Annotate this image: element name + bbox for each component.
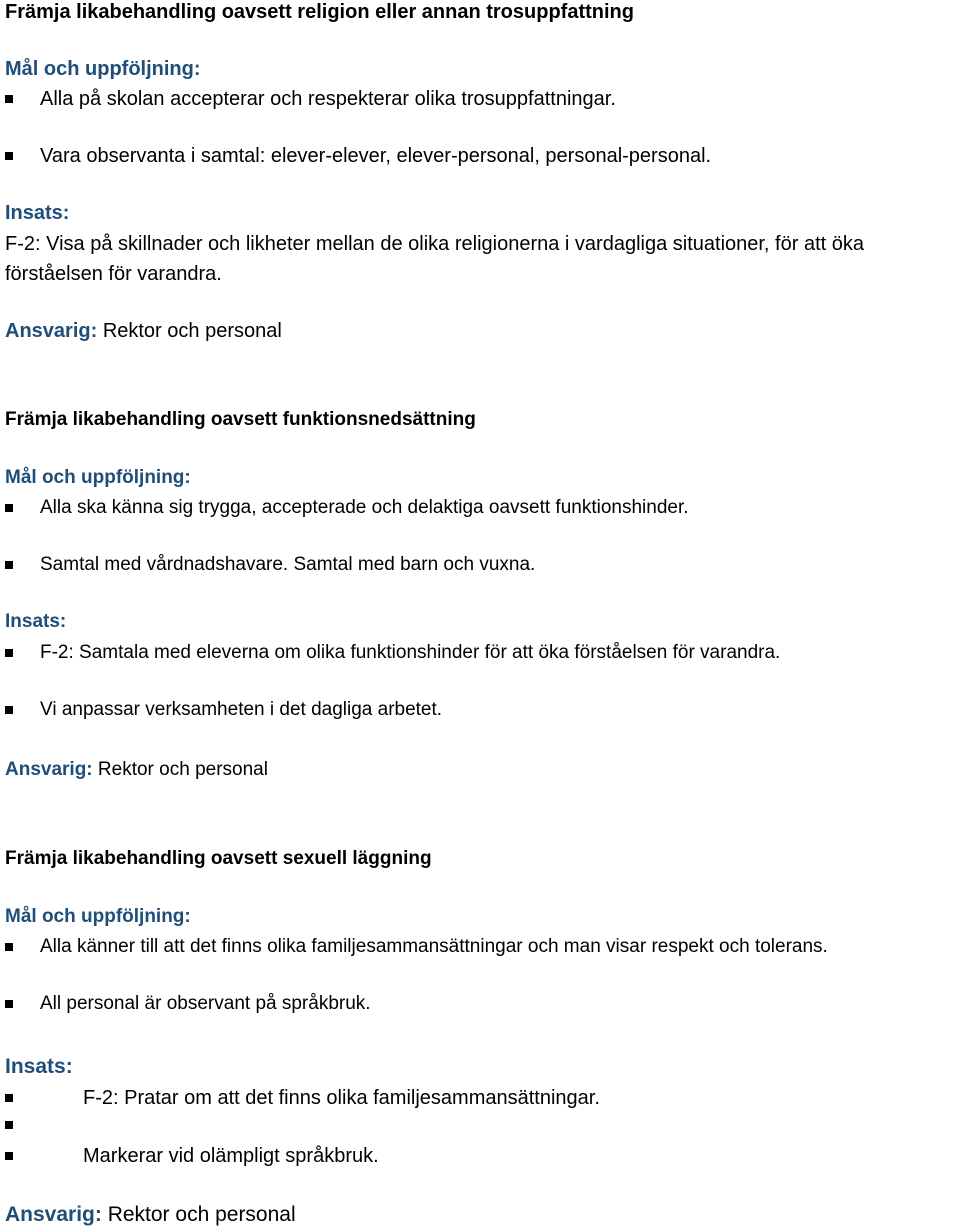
action-item: F-2: Samtala med eleverna om olika funktionshinder för att öka förståelsen för varandra. xyxy=(40,642,781,663)
bullet-icon xyxy=(5,152,13,160)
goal-item: Alla på skolan accepterar och respekterar olika trosuppfattningar. xyxy=(40,88,616,110)
section-title: Främja likabehandling oavsett funktionsnedsättning xyxy=(5,409,476,430)
goal-item: Samtal med vårdnadshavare. Samtal med barn och vuxna. xyxy=(40,554,536,575)
responsible-label: Ansvarig: xyxy=(5,320,98,342)
goal-label: Mål och uppföljning: xyxy=(5,906,191,927)
action-item: F-2: Pratar om att det finns olika familjesammansättningar. xyxy=(83,1087,600,1109)
bullet-icon xyxy=(5,706,13,714)
responsible-value: Rektor och personal xyxy=(102,320,282,342)
bullet-icon xyxy=(5,1121,13,1129)
section-title: Främja likabehandling oavsett sexuell läggning xyxy=(5,848,432,869)
bullet-icon xyxy=(5,1000,13,1008)
bullet-icon xyxy=(5,1152,13,1160)
responsible-line xyxy=(5,1202,296,1228)
goal-item: Alla ska känna sig trygga, accepterade och delaktiga oavsett funktionshinder. xyxy=(40,497,689,518)
responsible-line xyxy=(5,318,282,344)
bullet-icon xyxy=(5,649,13,657)
action-item: Markerar vid olämpligt språkbruk. xyxy=(83,1145,379,1167)
responsible-value: Rektor och personal xyxy=(107,1203,296,1226)
goal-label: Mål och uppföljning: xyxy=(5,58,201,80)
responsible-value: Rektor och personal xyxy=(97,759,268,780)
action-item: Vi anpassar verksamheten i det dagliga arbetet. xyxy=(40,699,443,720)
action-label: Insats: xyxy=(5,611,67,632)
bullet-icon xyxy=(5,561,13,569)
goal-item: All personal är observant på språkbruk. xyxy=(40,993,371,1014)
responsible-label: Ansvarig: xyxy=(5,1203,102,1226)
bullet-icon xyxy=(5,943,13,951)
goal-item: Alla känner till att det finns olika familjesammansättningar och man visar respekt och tolerans. xyxy=(40,936,828,957)
section-title: Främja likabehandling oavsett religion eller annan trosuppfattning xyxy=(5,1,634,23)
action-label: Insats: xyxy=(5,202,70,224)
bullet-icon xyxy=(5,95,13,103)
goal-label: Mål och uppföljning: xyxy=(5,467,191,488)
action-label: Insats: xyxy=(5,1055,73,1078)
action-text-line: förståelsen för varandra. xyxy=(5,263,222,285)
bullet-icon xyxy=(5,504,13,512)
responsible-label: Ansvarig: xyxy=(5,759,93,780)
goal-item: Vara observanta i samtal: elever-elever, elever-personal, personal-personal. xyxy=(40,145,712,167)
bullet-icon xyxy=(5,1094,13,1102)
action-text-line: F-2: Visa på skillnader och likheter mellan de olika religionerna i vardagliga situationer, för att öka xyxy=(5,233,864,255)
responsible-line xyxy=(5,757,268,783)
